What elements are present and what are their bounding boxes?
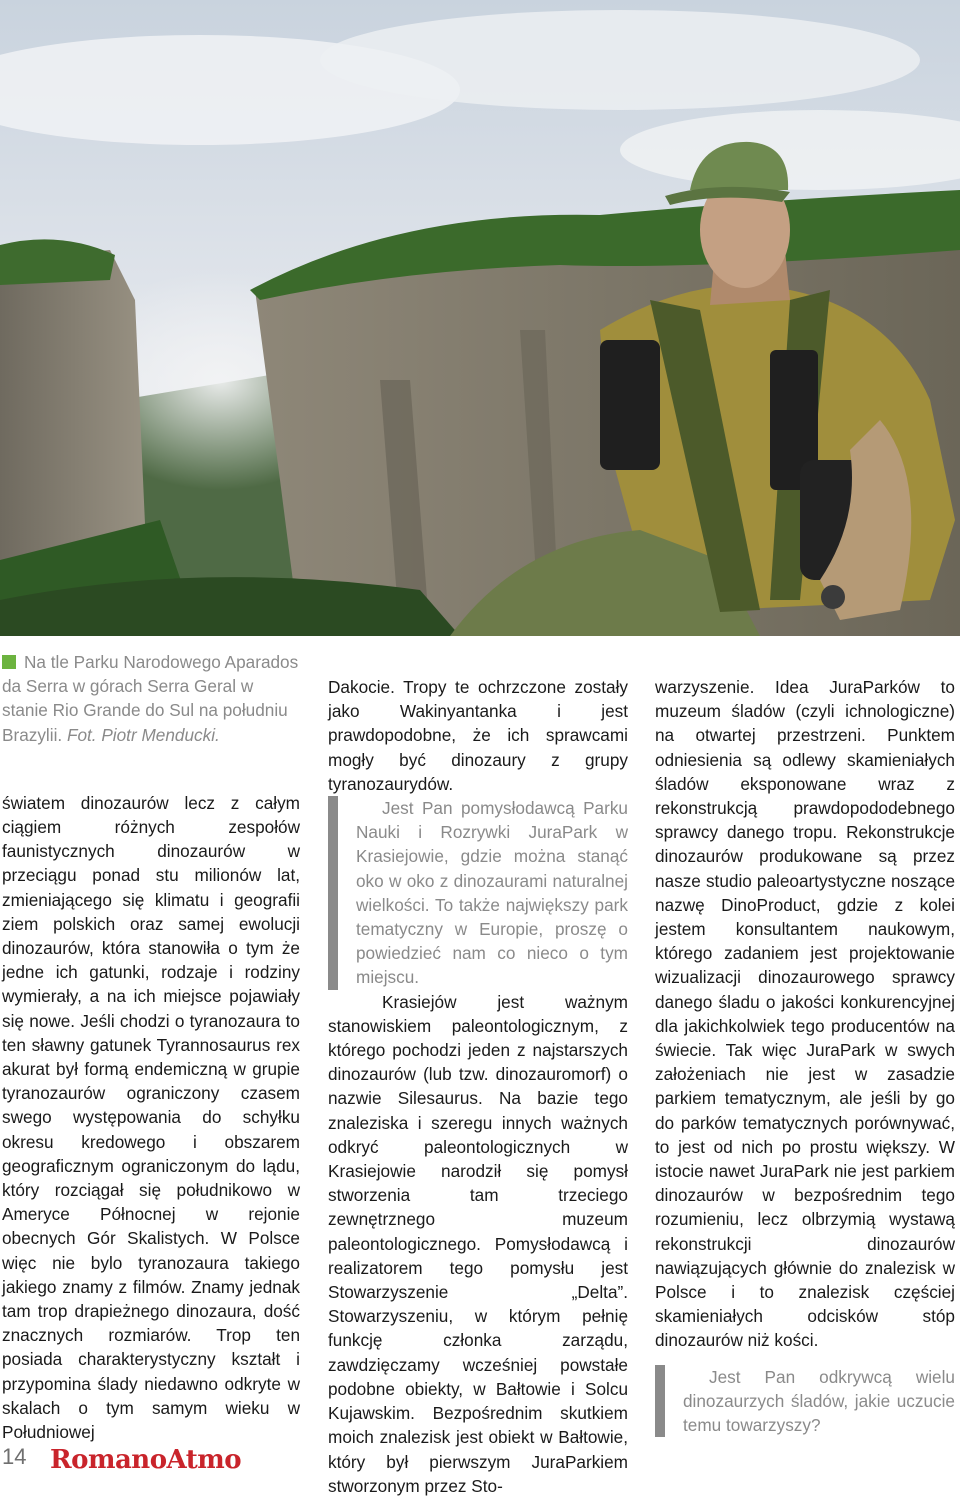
paragraph: warzyszenie. Idea JuraParków to muzeum śladów (czyli ichnologiczne) na otwartej przestrzeni. Punktem odniesienia są odlewy skamieniałych śladów eksponowane wraz z rekonstrukcją prawdopododebnego sprawcy danego tropu. Rekonstrukcje dinozaurów produkowane są przez nasze studio paleoartystyczne noszące nazwę DinoProduct, gdzie z kolei jestem konsultantem naukowym, którego zadaniem jest projektowanie wizualizacji dinozaurowego sprawcy danego śladu o jakości konkurencyjnej dla jakichkolwiek tego producentów na świecie. Tak więc JuraPark w swych założeniach nie jest w zasadzie parkiem tematycznym, ale jeśli by go do parków tematycznych porównywać, to jest od nich po prostu większy. W istocie nawet JuraPark nie jest parkiem dinozaurów w bezpośrednim tego rozumieniu, lecz olbrzymią wystawą rekonstrukcji dinozaurów nawiązujących głównie do znalezisk w Polsce i to znalezisk częściej skamieniałych odcisków stóp dinozaurów niż kości.: [655, 677, 955, 1351]
photo-caption: [2, 650, 300, 747]
question-bar: [328, 796, 338, 990]
page-number: 14: [2, 1444, 27, 1469]
caption-text: Na tle Parku Narodowego Aparados da Serra w górach Serra Geral w stanie Rio Grande do Sul na południu Brazylii.: [2, 652, 299, 745]
paragraph: światem dinozaurów lecz z całym ciągiem różnych zespołów faunistycznych dinozaurów w przeciągu ponad stu milionów lat, zmieniającego się klimatu i geografii ziem polskich oraz samej ewolucji dinozaurów, która stanowiła o tym że jedne ich gatunki, rodzaje i rodziny wymierały, a na ich miejsce pojawiały się nowe. Jeśli chodzi o tyranozaura to ten sławny gatunek Tyrannosaurus rex akurat był formą endemiczną w grupie tyranozaurów ograniczony czasem swego występowania do schyłku okresu kredowego i obszarem geograficznym ograniczonym do lądu, który rozciągał się południkowo w Ameryce Północnej w rejonie obecnych Gór Skalistych. W Polsce więc nie bylo tyranozaura takiego jakiego znamy z filmów. Znamy jednak tam trop drapieżnego dinozaura, dość znacznych rozmiarów. Trop ten posiada charakterystyczny kształt i przypomina ślady niedawno odkryte w skalach o tym samym wieku w Południowej: [2, 792, 300, 1443]
magazine-logo: [50, 1442, 242, 1475]
question-text: Jest Pan odkrywcą wielu dinozaurzych śladów, jakie uczucie temu towarzyszy?: [683, 1366, 955, 1436]
logo-text: RomanoAtmo: [50, 1445, 242, 1475]
canyon-portrait-illustration: [0, 0, 960, 636]
paragraph: Dakocie. Tropy te ochrzczone zostały jako Wakinyantanka i jest prawdopodobne, że ich sprawcami mogły być dinozaury z grupy tyranozaurydów.: [328, 677, 628, 794]
column-1: [2, 650, 300, 1444]
column-2: [328, 675, 628, 1498]
question-bar: [655, 1365, 665, 1438]
question-text: Jest Pan pomysłodawcą Parku Nauki i Rozrywki JuraPark w Krasiejowie, gdzie można stanąć oko w oko z dinozaurami naturalnej wielkości. To także największy park tematyczny w Europie, proszę o powiedzieć nam co nieco o tym miejscu.: [356, 798, 628, 988]
logo-mark: [50, 1442, 242, 1475]
interview-question: [328, 796, 628, 990]
caption-marker-icon: [2, 655, 16, 669]
column-3: [655, 675, 955, 1437]
paragraph: Krasiejów jest ważnym stanowiskiem paleontologicznym, z którego pochodzi jeden z najstarszych dinozaurów (lub tzw. dinozauromorf) o nazwie Silesaurus. Na bazie tego znaleziska i szeregu innych ważnych odkryć paleontologicznych w Krasiejowie narodził się pomysł stworzenia tam trzeciego zewnętrznego muzeum paleontologicznego. Pomysłodawcą i realizatorem tego pomysłu jest Stowarzyszenie „Delta”. Stowarzyszeniu, w którym pełnię funkcję członka zarządu, zawdzięczamy wcześniej powstałe podobne obiekty, w Bałtowie i Solcu Kujawskim. Bezpośrednim skutkiem moich znalezisk jest obiekt w Bałtowie, który był pierwszym JuraParkiem stworzonym przez Sto-: [328, 991, 628, 1496]
caption-credit: Fot. Piotr Menducki.: [66, 724, 220, 745]
interview-question: [655, 1365, 955, 1438]
hero-photo: [0, 0, 960, 636]
